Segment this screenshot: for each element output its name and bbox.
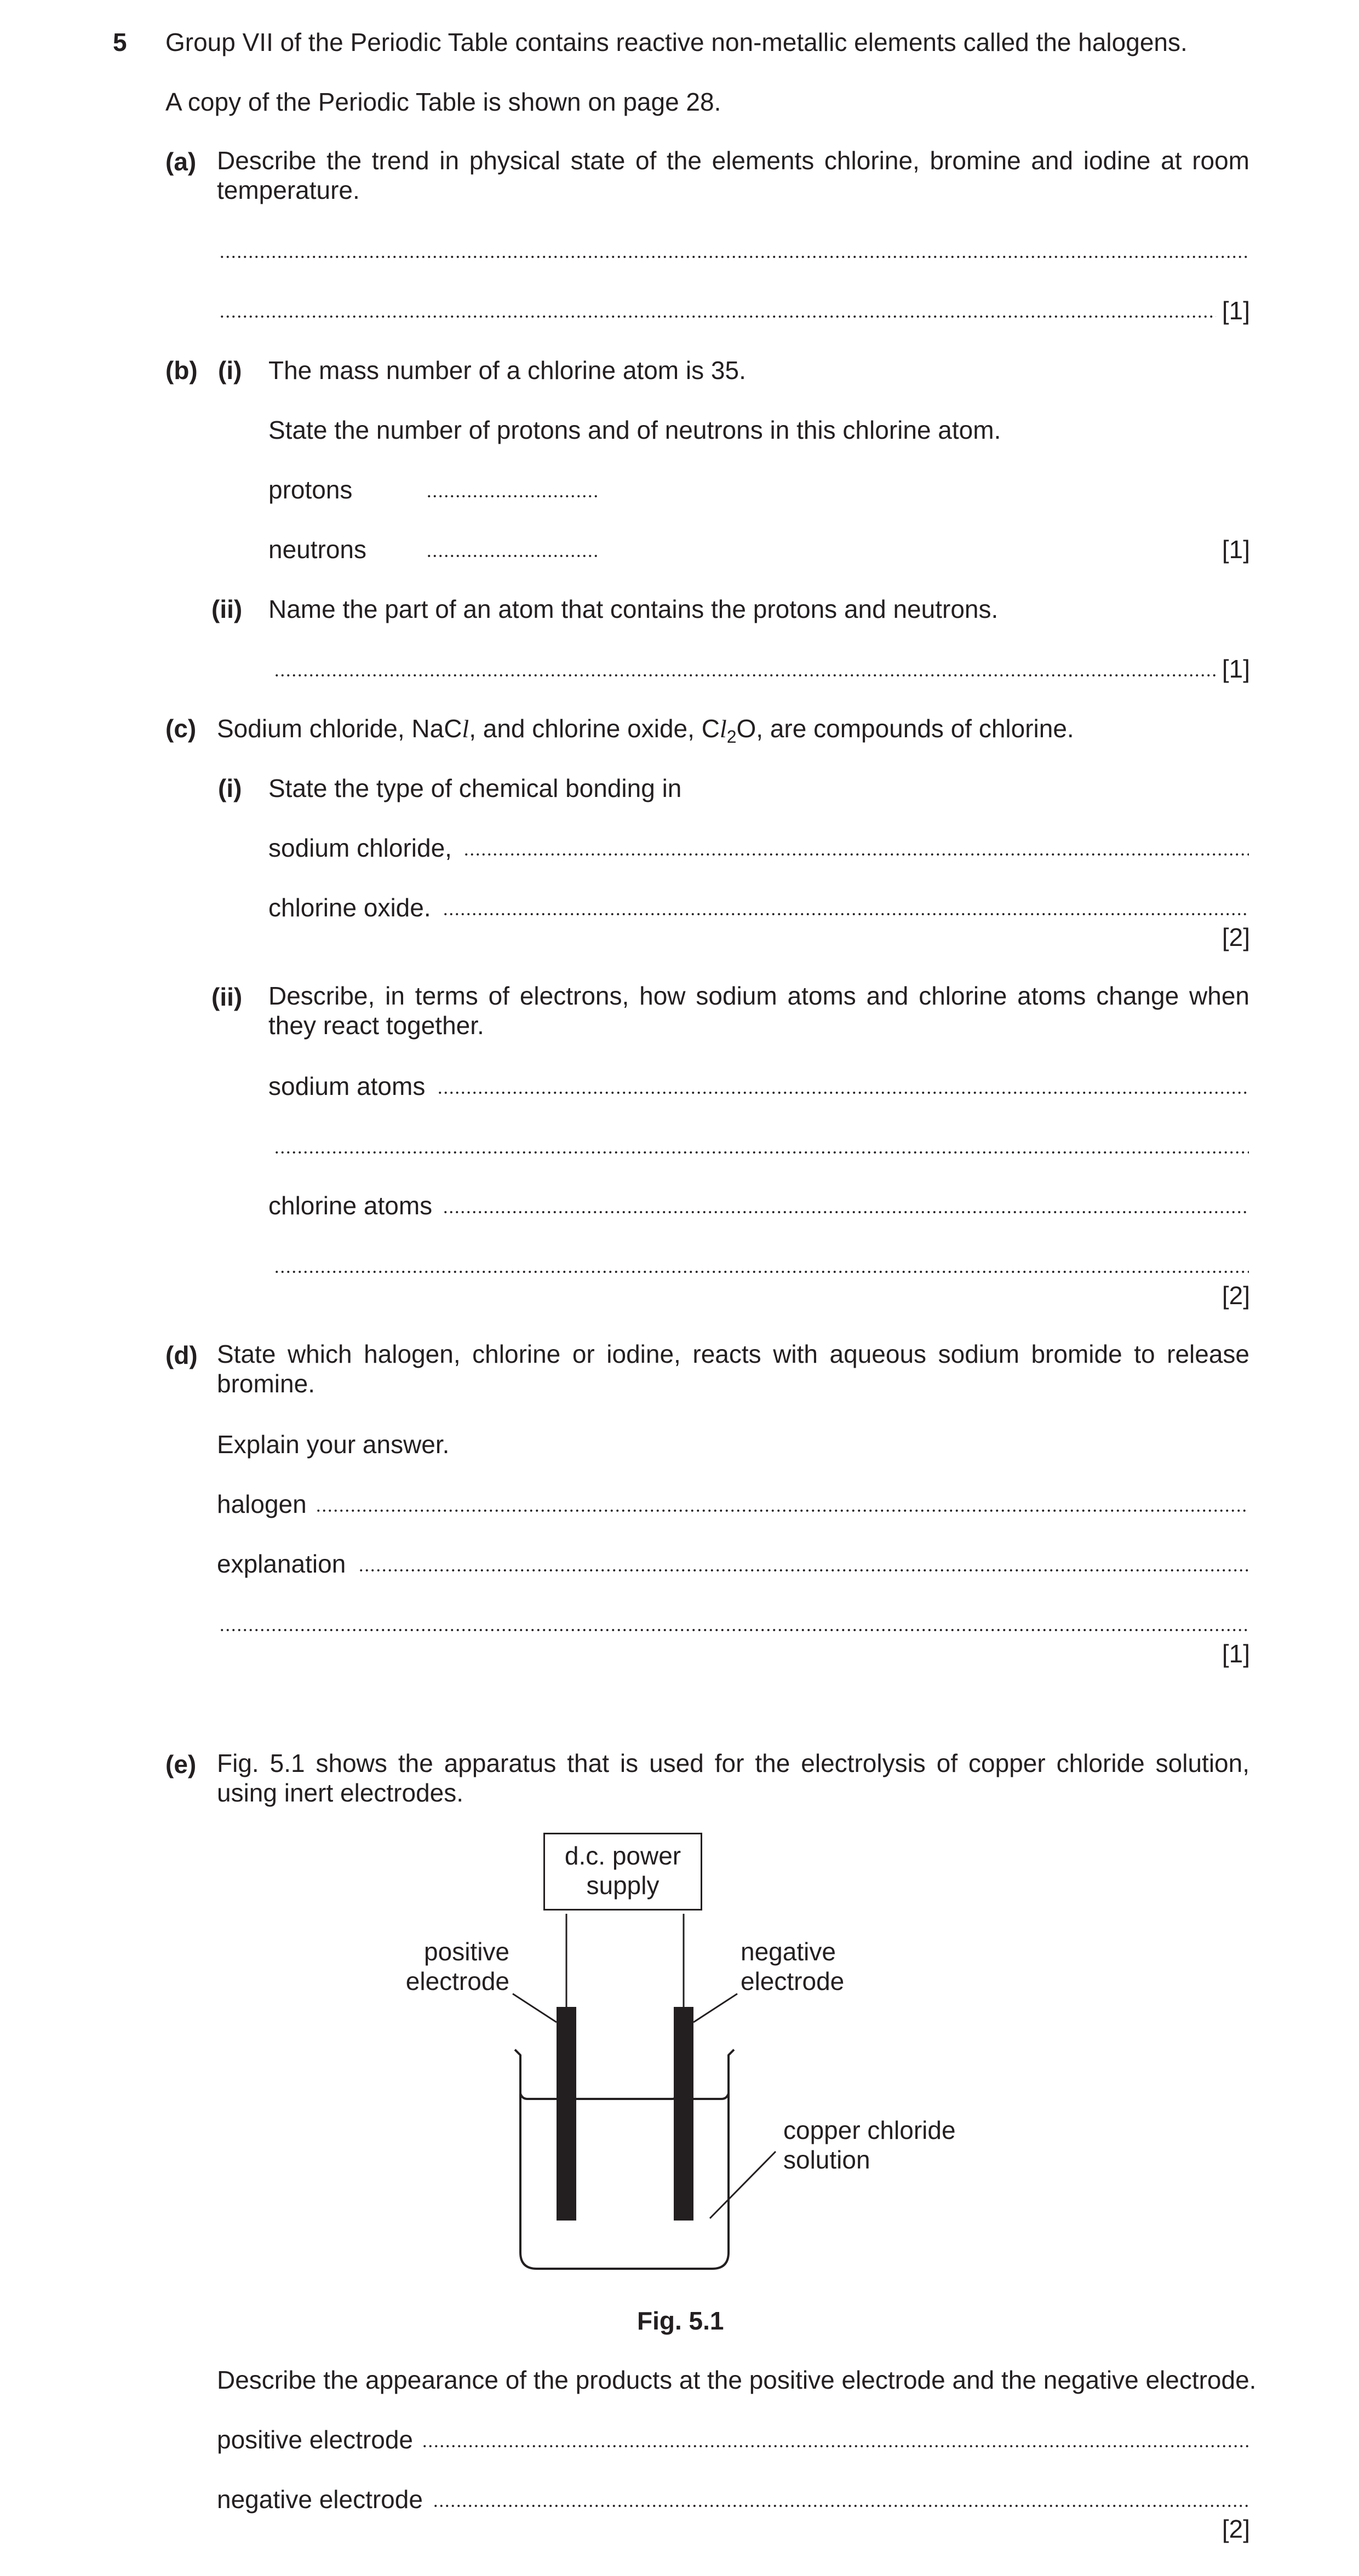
part-e-instruction: Describe the appearance of the products at the positive electrode and the negative electrode. bbox=[217, 2366, 1257, 2394]
negative-electrode-label: negative electrode bbox=[741, 1937, 845, 1995]
part-b-i-instruction: State the number of protons and of neutrons in this chlorine atom. bbox=[268, 416, 1001, 444]
sodium-chloride-answer-line[interactable] bbox=[463, 853, 1249, 856]
part-a-answer-line-1[interactable] bbox=[219, 255, 1249, 259]
explanation-answer-line-2[interactable] bbox=[219, 1628, 1249, 1632]
sodium-chloride-label: sodium chloride, bbox=[268, 834, 452, 862]
periodic-table-note: A copy of the Periodic Table is shown on page 28. bbox=[165, 88, 721, 116]
part-b-ii-text: Name the part of an atom that contains the protons and neutrons. bbox=[268, 595, 999, 623]
part-b-ii-mark: [1] bbox=[1222, 655, 1250, 683]
part-a-label: (a) bbox=[165, 147, 197, 176]
part-c-ii-text: Describe, in terms of electrons, how sodium atoms and chlorine atoms change when they react together. bbox=[268, 982, 1249, 1040]
part-b-ii-label: (ii) bbox=[211, 595, 243, 623]
halogen-label: halogen bbox=[217, 1490, 307, 1518]
part-b-i-label: (i) bbox=[218, 356, 242, 385]
copper-chloride-solution-label: copper chloride solution bbox=[783, 2116, 956, 2174]
question-number: 5 bbox=[113, 28, 127, 56]
part-b-i-text: The mass number of a chlorine atom is 35. bbox=[268, 356, 746, 385]
chlorine-oxide-label: chlorine oxide. bbox=[268, 893, 431, 922]
part-d-label: (d) bbox=[165, 1341, 198, 1369]
positive-electrode bbox=[557, 2007, 576, 2221]
part-c-ii-mark: [2] bbox=[1222, 1281, 1250, 1310]
part-c-i-text: State the type of chemical bonding in bbox=[268, 774, 682, 802]
solution-surface bbox=[520, 2093, 729, 2099]
beaker bbox=[515, 2050, 734, 2269]
solution-pointer bbox=[710, 2152, 776, 2218]
negative-electrode-answer-line[interactable] bbox=[433, 2504, 1249, 2508]
negative-electrode bbox=[674, 2007, 693, 2221]
explanation-answer-line-1[interactable] bbox=[358, 1569, 1249, 1572]
chlorine-atoms-answer-line-1[interactable] bbox=[443, 1210, 1249, 1214]
chlorine-atoms-answer-line-2[interactable] bbox=[274, 1270, 1249, 1273]
neutrons-label: neutrons bbox=[268, 535, 367, 564]
part-d-text: State which halogen, chlorine or iodine, reacts with aqueous sodium bromide to release bromine. bbox=[217, 1340, 1249, 1398]
part-c-i-label: (i) bbox=[218, 774, 242, 802]
part-a-answer-line-2[interactable] bbox=[219, 315, 1216, 318]
part-b-label: (b) bbox=[165, 356, 198, 385]
part-c-i-mark: [2] bbox=[1222, 923, 1250, 951]
positive-electrode-answer-line[interactable] bbox=[422, 2445, 1249, 2448]
protons-answer-line[interactable] bbox=[426, 495, 600, 498]
part-c-label: (c) bbox=[165, 714, 197, 743]
sodium-atoms-label: sodium atoms bbox=[268, 1072, 426, 1100]
positive-electrode-pointer bbox=[513, 1994, 557, 2022]
part-a-mark: [1] bbox=[1222, 296, 1250, 325]
part-d-mark: [1] bbox=[1222, 1639, 1250, 1668]
protons-label: protons bbox=[268, 475, 353, 504]
negative-electrode-answer-label: negative electrode bbox=[217, 2485, 423, 2514]
part-c-text: Sodium chloride, NaCl, and chlorine oxide, $Cl_2O$, are compounds of chlorine. bbox=[217, 714, 1074, 747]
part-a-text: Describe the trend in physical state of the elements chlorine, bromine and iodine at room temperature. bbox=[217, 146, 1249, 204]
halogen-answer-line[interactable] bbox=[316, 1509, 1249, 1512]
part-e-text: Fig. 5.1 shows the apparatus that is used for the electrolysis of copper chloride solution, using inert electrodes. bbox=[217, 1749, 1249, 1807]
part-c-ii-label: (ii) bbox=[211, 983, 243, 1011]
part-e-label: (e) bbox=[165, 1750, 197, 1778]
part-e-mark: [2] bbox=[1222, 2515, 1250, 2543]
chlorine-oxide-answer-line[interactable] bbox=[443, 913, 1249, 916]
explanation-label: explanation bbox=[217, 1550, 346, 1578]
sodium-atoms-answer-line-2[interactable] bbox=[274, 1151, 1249, 1154]
sodium-atoms-answer-line-1[interactable] bbox=[437, 1091, 1249, 1094]
negative-electrode-pointer bbox=[693, 1994, 737, 2022]
question-intro: Group VII of the Periodic Table contains reactive non-metallic elements called the halogens. bbox=[165, 28, 1188, 56]
part-b-ii-answer-line[interactable] bbox=[274, 674, 1216, 677]
figure-caption: Fig. 5.1 bbox=[637, 2307, 724, 2335]
chlorine-atoms-label: chlorine atoms bbox=[268, 1191, 433, 1220]
power-supply-box: d.c. power supply bbox=[543, 1833, 702, 1911]
part-b-i-mark: [1] bbox=[1222, 535, 1250, 564]
part-d-explain: Explain your answer. bbox=[217, 1430, 450, 1459]
positive-electrode-label: positive electrode bbox=[405, 1937, 509, 1995]
positive-electrode-answer-label: positive electrode bbox=[217, 2425, 413, 2454]
neutrons-answer-line[interactable] bbox=[426, 554, 600, 558]
